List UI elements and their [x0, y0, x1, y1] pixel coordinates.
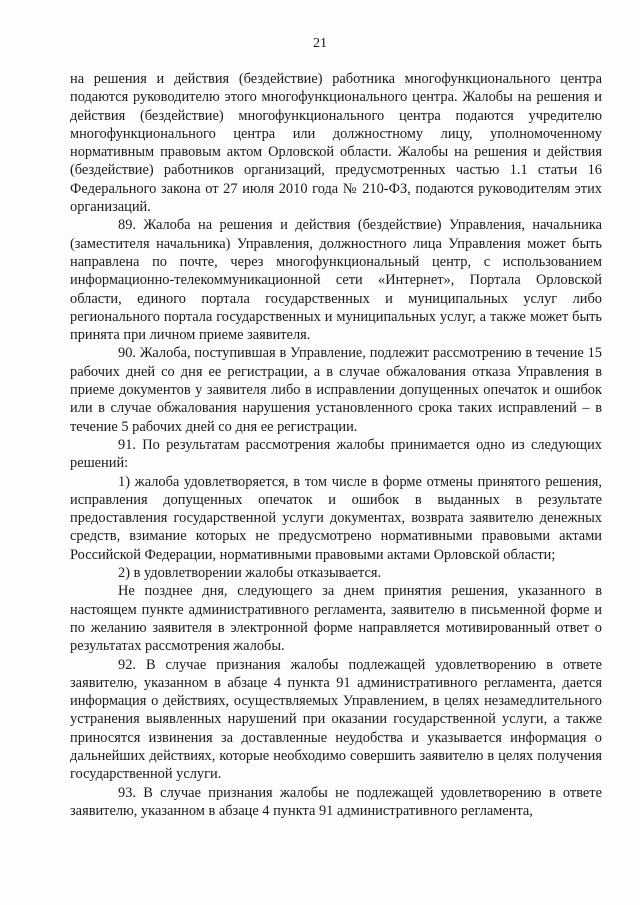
body-text [70, 70, 602, 820]
paragraph-92: 92. В случае признания жалобы подлежащей удовлетворению в ответе заявителю, указанном в абзаце 4 пункта 91 административного регламента, дается информация о действиях, осуществляемых Управлением, в целях незамедлительного устранения выявленных нарушений при оказании государственной услуги, а также приносятся извинения за доставленные неудобства и указывается информация о дальнейших действиях, которые необходимо совершить заявителю в целях получения государственной услуги. [70, 656, 602, 783]
paragraph-91: 91. По результатам рассмотрения жалобы принимается одно из следующих решений: [70, 436, 602, 472]
paragraph-91-item-2: 2) в удовлетворении жалобы отказывается. [118, 565, 382, 582]
paragraph-90: 90. Жалоба, поступившая в Управление, подлежит рассмотрению в течение 15 рабочих дней со дня ее регистрации, а в случае обжалования отказа Управления в приеме документов у заявителя либо в исправлении допущенных опечаток и ошибок или в случае обжалования нарушения установленного срока таких исправлений – в течение 5 рабочих дней со дня ее регистрации. [70, 345, 602, 435]
page-number: 21 [313, 36, 327, 51]
paragraph-response-deadline: Не позднее дня, следующего за днем принятия решения, указанного в настоящем пункте административного регламента, заявителю в письменной форме и по желанию заявителя в электронной форме направляется мотивированный ответ о результатах рассмотрения жалобы. [70, 583, 602, 655]
paragraph-91-item-1: 1) жалоба удовлетворяется, в том числе в форме отмены принятого решения, исправления допущенных опечаток и ошибок в выданных в результате предоставления государственной услуги документах, возврата заявителю денежных средств, взимание которых не предусмотрено нормативными правовыми актами Российской Федерации, нормативными правовыми актами Орловской области; [70, 473, 602, 563]
paragraph-continuation: на решения и действия (бездействие) работника многофункционального центра подаются руководителю этого многофункционального центра. Жалобы на решения и действия (бездействие) многофункционального центра подаются учредителю многофункционального центра или должностному лицу, уполномоченному нормативным правовым актом Орловской области. Жалобы на решения и действия (бездействие) работников организаций, предусмотренных частью 1.1 статьи 16 Федерального закона от 27 июля 2010 года № 210-ФЗ, подаются руководителям этих организаций. [70, 71, 602, 216]
paragraph-93: 93. В случае признания жалобы не подлежащей удовлетворению в ответе заявителю, указанном в абзаце 4 пункта 91 административного регламента, [70, 784, 602, 819]
paragraph-89: 89. Жалоба на решения и действия (бездействие) Управления, начальника (заместителя начальника) Управления, должностного лица Управления может быть направлена по почте, через многофункциональный центр, с использованием информационно-телекоммуникационной сети «Интернет», Портала Орловской области, единого портала государственных и муниципальных услуг либо регионального портала государственных и муниципальных услуг, а также может быть принята при личном приеме заявителя. [70, 217, 602, 344]
